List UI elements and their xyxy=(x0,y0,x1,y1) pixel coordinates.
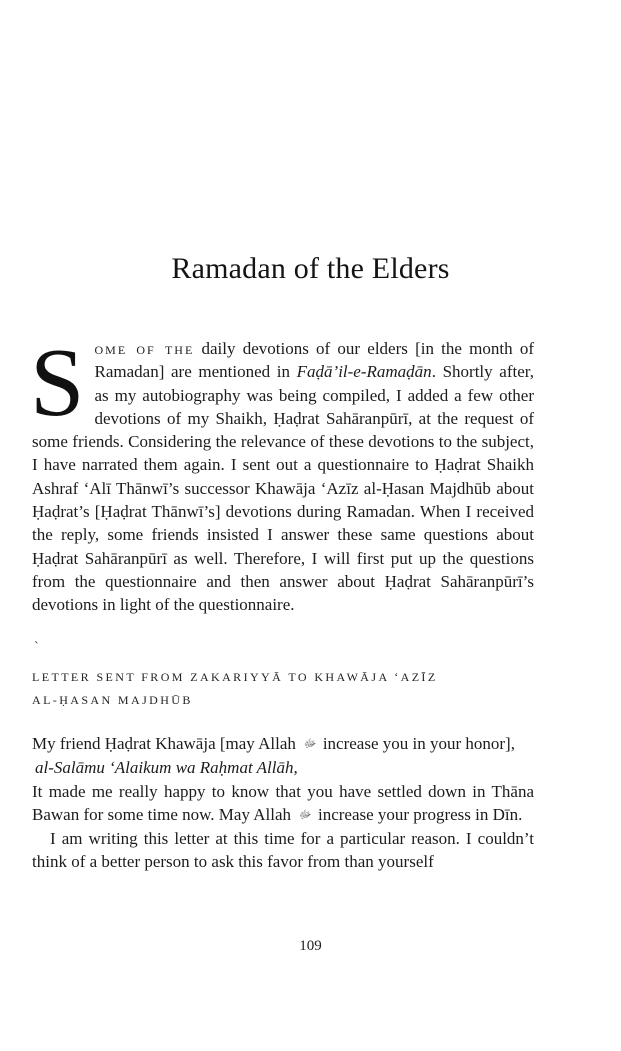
letter-body xyxy=(32,732,534,874)
para-1-text-a: It made me really happy to know that you have settled down in Thāna Bawan for some time now. May Allah xyxy=(32,781,534,824)
honorific-glyph-icon: ﷻ xyxy=(303,738,316,750)
letter-heading-line-2: AL-ḤASAN MAJDHŪB xyxy=(32,693,193,707)
book-title: Faḍā’il-e-Ramaḍān xyxy=(296,362,432,382)
smallcaps-lead: ome of the xyxy=(94,339,195,358)
salutation-text-a: My friend Ḥaḍrat Khawāja [may Allah xyxy=(32,734,301,753)
salutation-text-b: increase you in your honor], xyxy=(318,734,515,753)
intro-text-2: . Shortly after, as my autobiography was being compiled, I added a few other devotions of my Shaikh, Ḥaḍrat Sahāranpūrī, at the request of some friends. Considering the relevance of these devotions to the subject, I have narrated them again. I sent out a questionnaire to Ḥaḍrat Shaikh Ashraf ‘Alī Thānwī’s successor Khawāja ‘Azīz al-Ḥasan Majdhūb about Ḥaḍrat’s [Ḥaḍrat Thānwī’s] devotions during Ramadan. When I received the reply, some friends insisted I answer these same questions about Ḥaḍrat Sahāranpūrī as well. Therefore, I will first put up the questions from the questionnaire and then answer about Ḥaḍrat Sahāranpūrī’s devotions in light of the questionnaire. xyxy=(32,362,534,615)
page-number: 109 xyxy=(299,938,322,954)
letter-greeting: al-Salāmu ‘Alaikum wa Raḥmat Allāh, xyxy=(35,758,298,778)
letter-heading-line-1: LETTER SENT FROM ZAKARIYYĀ TO KHAWĀJA ‘AZĪZ xyxy=(32,670,438,684)
letter-salutation xyxy=(32,732,534,756)
para-1-text-b: increase your progress in Dīn. xyxy=(313,804,523,824)
chapter-title: Ramadan of the Elders xyxy=(171,252,450,285)
honorific-glyph-icon: ﷻ xyxy=(298,808,311,821)
intro-text-1: daily devotions of our elders [in the month of Ramadan] are mentioned in xyxy=(94,339,534,382)
letter-paragraph-1 xyxy=(32,780,534,828)
letter-heading xyxy=(32,666,534,712)
drop-cap: S xyxy=(30,329,85,437)
letter-paragraph-2: I am writing this letter at this time for a particular reason. I couldn’t think of a better person to ask this favor from than yourself xyxy=(32,829,534,872)
intro-paragraph xyxy=(30,329,534,617)
stray-mark: ` xyxy=(34,640,39,655)
